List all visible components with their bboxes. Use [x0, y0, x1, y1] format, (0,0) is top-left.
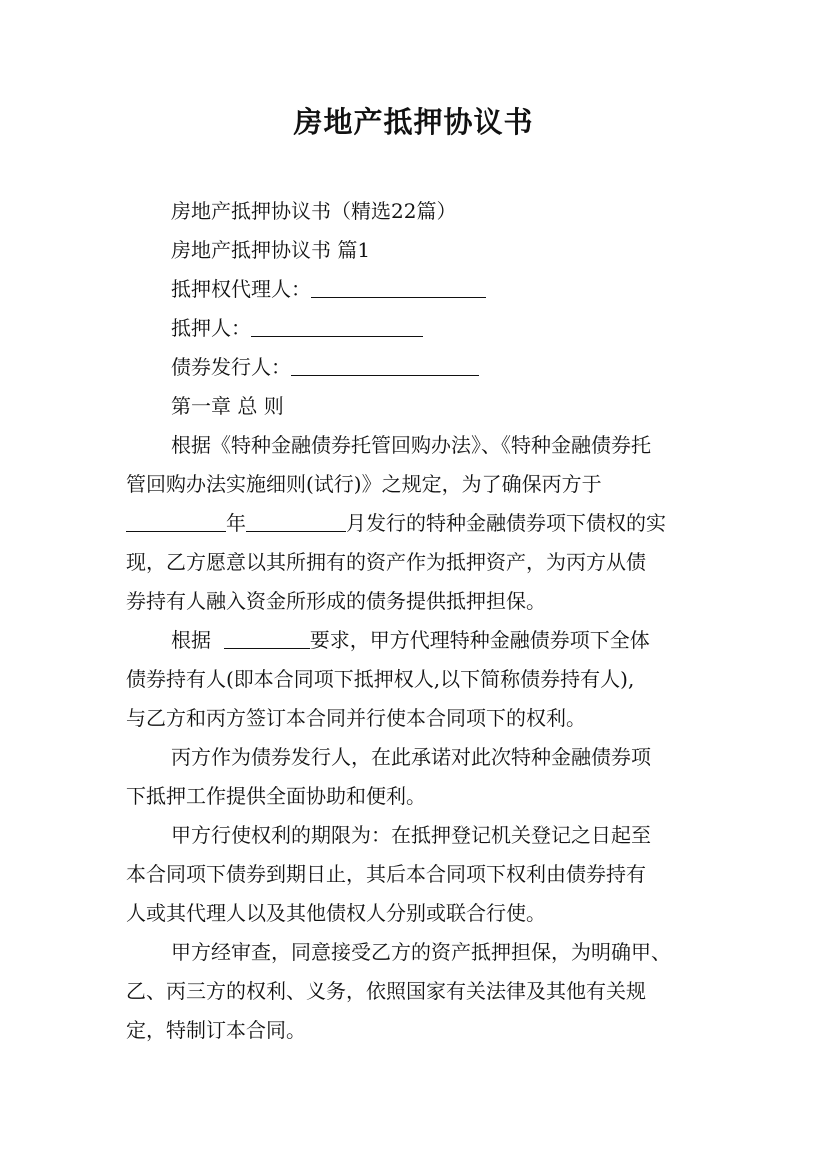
paragraph-line: 乙、丙三方的权利、义务，依照国家有关法律及其他有关规	[126, 979, 646, 1003]
paragraph-line: 甲方行使权利的期限为：在抵押登记机关登记之日起至	[171, 823, 651, 847]
paragraph-text: 要求，甲方代理特种金融债券项下全体	[309, 628, 650, 652]
paragraph-line	[126, 621, 716, 660]
paragraph-line: 债券持有人(即本合同项下抵押权人,以下简称债券持有人),	[126, 667, 635, 691]
fill-in-blank	[224, 626, 310, 649]
paragraph-line: 券持有人融入资金所形成的债务提供抵押担保。	[126, 589, 546, 613]
paragraph-line	[126, 504, 716, 543]
field-label: 债券发行人：	[171, 355, 291, 379]
field-mortgagor	[126, 309, 716, 348]
subtitle: 房地产抵押协议书（精选22篇）	[171, 199, 457, 223]
field-bond-issuer	[126, 348, 716, 387]
paragraph-line: 人或其代理人以及其他债权人分别或联合行使。	[126, 901, 546, 925]
paragraph-line: 根据《特种金融债券托管回购办法》、《特种金融债券托	[171, 433, 651, 457]
paragraph-text: 根据	[171, 628, 211, 652]
paragraph-line: 下抵押工作提供全面协助和便利。	[126, 784, 426, 808]
fill-in-blank	[246, 509, 346, 532]
paragraph-text: 月发行的特种金融债券项下债权的实	[346, 511, 666, 535]
paragraph-text: 年	[226, 511, 246, 535]
paragraph-line: 本合同项下债券到期日止，其后本合同项下权利由债券持有	[126, 862, 646, 886]
fill-in-blank	[291, 353, 479, 376]
paragraph-line: 丙方作为债券发行人，在此承诺对此次特种金融债券项	[171, 745, 651, 769]
field-label: 抵押权代理人：	[171, 277, 311, 301]
paragraph-line: 甲方经审查，同意接受乙方的资产抵押担保，为明确甲、	[171, 940, 671, 964]
fill-in-blank	[126, 509, 226, 532]
fill-in-blank	[311, 275, 486, 298]
fill-in-blank	[251, 314, 423, 337]
field-mortgagee-agent	[126, 270, 716, 309]
paragraph-line: 管回购办法实施细则(试行)》之规定，为了确保丙方于	[126, 472, 602, 496]
section-title: 房地产抵押协议书 篇1	[171, 238, 371, 262]
document-title: 房地产抵押协议书	[293, 105, 534, 139]
paragraph-line: 现，乙方愿意以其所拥有的资产作为抵押资产，为丙方从债	[126, 550, 646, 574]
paragraph-line: 与乙方和丙方签订本合同并行使本合同项下的权利。	[126, 706, 586, 730]
field-label: 抵押人：	[171, 316, 251, 340]
document-body	[126, 192, 716, 1050]
chapter-heading: 第一章 总 则	[171, 394, 284, 418]
paragraph-line: 定，特制订本合同。	[126, 1018, 306, 1042]
